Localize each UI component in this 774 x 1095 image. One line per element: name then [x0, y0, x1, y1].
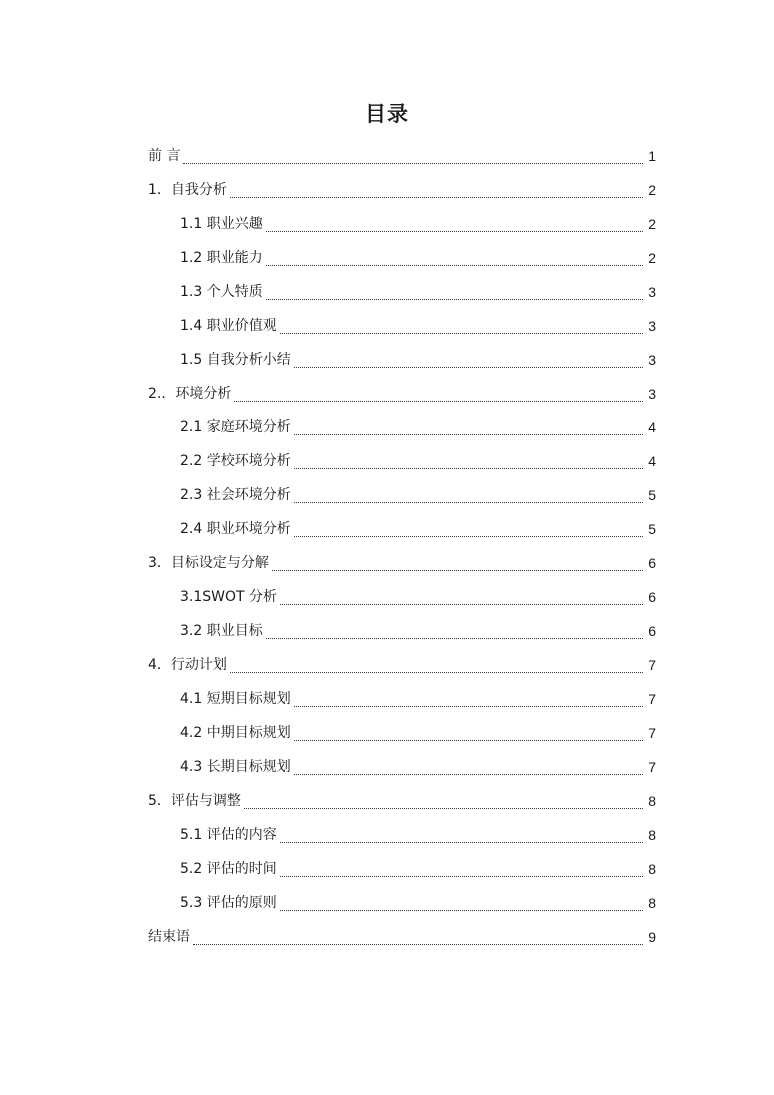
toc-title: 目录: [365, 102, 409, 126]
toc-page-number: 8: [648, 860, 656, 877]
toc-subentry[interactable]: [148, 276, 656, 310]
dot-leader: [294, 706, 643, 707]
toc-entry[interactable]: [148, 921, 656, 955]
toc-page-number: 7: [648, 758, 656, 775]
toc-entry-label: 4．行动计划: [148, 657, 227, 674]
toc-subentry[interactable]: [148, 479, 656, 513]
toc-subentry[interactable]: [148, 310, 656, 344]
dot-leader: [294, 502, 643, 503]
dot-leader: [294, 468, 643, 469]
toc-entry-label: 3.1SWOT 分析: [180, 589, 278, 606]
toc-subentry[interactable]: [148, 445, 656, 479]
toc-subentry[interactable]: [148, 208, 656, 242]
dot-leader: [230, 672, 643, 673]
toc-page-number: 7: [648, 690, 656, 707]
toc-entry-label: 5．评估与调整: [148, 792, 241, 809]
toc-subentry[interactable]: [148, 615, 656, 649]
toc-page-number: 8: [648, 792, 656, 809]
toc-entry[interactable]: [148, 140, 656, 174]
toc-page-number: 1: [648, 147, 656, 164]
dot-leader: [294, 367, 643, 368]
dot-leader: [280, 604, 643, 605]
toc-page-number: 4: [648, 419, 656, 436]
toc-page-number: 5: [648, 521, 656, 538]
toc-entry-label: 1.5 自我分析小结: [180, 351, 291, 368]
toc-subentry[interactable]: [148, 683, 656, 717]
toc-entry-label: 3.2 职业目标: [180, 623, 263, 640]
toc-entry-label: 5.1 评估的内容: [180, 826, 277, 843]
dot-leader: [280, 842, 643, 843]
dot-leader: [234, 401, 643, 402]
toc-page-number: 6: [648, 623, 656, 640]
toc-entry[interactable]: [148, 174, 656, 208]
toc-entry[interactable]: [148, 785, 656, 819]
toc-subentry[interactable]: [148, 751, 656, 785]
toc-entry-label: 3．目标设定与分解: [148, 555, 269, 572]
dot-leader: [294, 740, 643, 741]
toc-subentry[interactable]: [148, 581, 656, 615]
toc-entry-label: 1.4 职业价值观: [180, 317, 277, 334]
dot-leader: [280, 910, 643, 911]
toc-entry-label: 1.1 职业兴趣: [180, 215, 263, 232]
toc-entry-label: 4.1 短期目标规划: [180, 690, 291, 707]
toc-page-number: 8: [648, 826, 656, 843]
toc-page-number: 3: [648, 351, 656, 368]
toc-entry-label: 4.2 中期目标规划: [180, 724, 291, 741]
toc-page-number: 3: [648, 317, 656, 334]
toc-page-number: 2: [648, 215, 656, 232]
toc-entry[interactable]: [148, 547, 656, 581]
toc-page-number: 6: [648, 589, 656, 606]
toc-entry-label: 1.3 个人特质: [180, 283, 263, 300]
toc-entry-label: 结束语: [148, 928, 190, 945]
toc-subentry[interactable]: [148, 717, 656, 751]
toc-list: [148, 140, 656, 955]
dot-leader: [266, 638, 643, 639]
toc-entry-label: 2.．环境分析: [148, 385, 232, 402]
toc-subentry[interactable]: [148, 853, 656, 887]
toc-subentry[interactable]: [148, 819, 656, 853]
toc-page-number: 9: [648, 928, 656, 945]
dot-leader: [183, 163, 643, 164]
toc-entry-label: 2.1 家庭环境分析: [180, 419, 291, 436]
toc-subentry[interactable]: [148, 887, 656, 921]
toc-subentry[interactable]: [148, 513, 656, 547]
toc-page-number: 7: [648, 657, 656, 674]
toc-entry-label: 5.3 评估的原则: [180, 894, 277, 911]
toc-entry-label: 2.4 职业环境分析: [180, 521, 291, 538]
toc-subentry[interactable]: [148, 242, 656, 276]
toc-entry-label: 2.2 学校环境分析: [180, 453, 291, 470]
dot-leader: [266, 231, 643, 232]
dot-leader: [294, 536, 643, 537]
dot-leader: [266, 299, 643, 300]
toc-page-number: 4: [648, 453, 656, 470]
dot-leader: [280, 876, 643, 877]
toc-page-number: 3: [648, 385, 656, 402]
toc-page-number: 2: [648, 181, 656, 198]
toc-page-number: 6: [648, 555, 656, 572]
toc-entry-label: 1.2 职业能力: [180, 249, 263, 266]
toc-page-number: 7: [648, 724, 656, 741]
toc-page-number: 3: [648, 283, 656, 300]
toc-page-number: 5: [648, 487, 656, 504]
toc-page-number: 8: [648, 894, 656, 911]
dot-leader: [193, 944, 643, 945]
toc-subentry[interactable]: [148, 412, 656, 446]
toc-entry-label: 前 言: [148, 147, 181, 164]
toc-subentry[interactable]: [148, 344, 656, 378]
dot-leader: [230, 197, 643, 198]
toc-entry[interactable]: [148, 649, 656, 683]
toc-entry-label: 4.3 长期目标规划: [180, 758, 291, 775]
toc-page-number: 2: [648, 249, 656, 266]
dot-leader: [294, 774, 643, 775]
dot-leader: [272, 570, 643, 571]
toc-entry-label: 2.3 社会环境分析: [180, 487, 291, 504]
dot-leader: [266, 265, 643, 266]
dot-leader: [244, 808, 643, 809]
toc-entry[interactable]: [148, 378, 656, 412]
dot-leader: [280, 333, 643, 334]
toc-entry-label: 1．自我分析: [148, 181, 227, 198]
toc-entry-label: 5.2 评估的时间: [180, 860, 277, 877]
dot-leader: [294, 434, 643, 435]
